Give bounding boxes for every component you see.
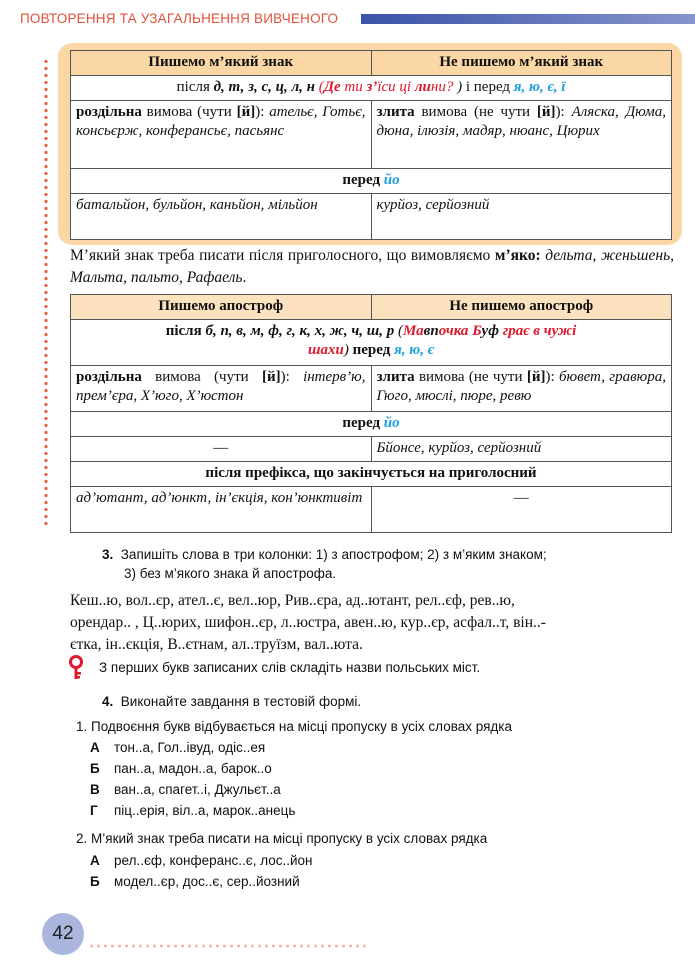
option-d: Г піц..ерія, віл..а, марок..анець <box>90 803 296 818</box>
apostrophe-separate-cell: роздільна вимова (чути [й]): інтерв’ю, прем’єра, Х’юго, Х’юстон <box>71 366 372 412</box>
col-header-write-soft-sign: Пишемо м’який знак <box>71 51 372 76</box>
yo-examples-right: курйоз, серйозний <box>371 194 672 240</box>
col-header-no-apostrophe: Не пишемо апостроф <box>371 295 672 320</box>
soft-sign-table <box>70 50 672 240</box>
page-number: 42 <box>42 913 84 955</box>
exercise3-words <box>70 590 674 656</box>
apostrophe-before-yo-row: перед йо <box>71 412 672 437</box>
soft-sign-rule-paragraph: М’який знак треба писати після приголосного, що вимовляємо м’яко: дельта, женьшень, Мальта, пальто, Рафаель. <box>70 247 675 286</box>
option-a: А рел..єф, конферанс..є, лос..йон <box>90 853 313 868</box>
option-a: А тон..а, Гол..івуд, одіс..ея <box>90 740 266 755</box>
before-yo-row: перед йо <box>71 169 672 194</box>
option-c: В ван..а, спагет..і, Джульєт..а <box>90 782 281 797</box>
exercise3-hint: З перших букв записаних слів складіть назви польських міст. <box>99 660 481 675</box>
question-2-options <box>90 851 313 893</box>
apostrophe-table <box>70 294 672 533</box>
exercise3-instruction: 3. Запишіть слова в три колонки: 1) з апострофом; 2) з м’яким знаком; <box>102 547 547 562</box>
option-b: Б модел..єр, дос..є, сер..йозний <box>90 874 300 889</box>
after-prefix-row: після префікса, що закінчується на приголосний <box>71 462 672 487</box>
question-1: 1. Подвоєння букв відбувається на місці пропуску в усіх словах рядка <box>76 719 512 734</box>
question-1-options <box>90 738 295 822</box>
apostrophe-merged-cell: злита вимова (не чути [й]): бювет, гравюра, Гюго, мюслі, пюре, ревю <box>371 366 672 412</box>
col-header-no-soft-sign: Не пишемо м’який знак <box>371 51 672 76</box>
header-bar <box>361 14 695 24</box>
yo-left-dash: — <box>71 437 372 462</box>
words-line-1: Кеш..ю, вол..єр, ател..є, вел..юр, Рив..єра, ад..ютант, рел..єф, рев..ю, <box>70 592 515 609</box>
margin-dots <box>44 58 48 528</box>
exercise3-instruction-line2: 3) без м’якого знака й апострофа. <box>124 566 337 581</box>
yo-right-examples: Бйонсе, курйоз, серйозний <box>371 437 672 462</box>
key-icon <box>68 655 84 681</box>
yo-examples-left: батальйон, бульйон, каньйон, мільйон <box>71 194 372 240</box>
separate-pronunciation-cell: роздільна вимова (чути [й]): ательє, Готьє, консьєрж, конферансьє, пасьянс <box>71 101 372 169</box>
prefix-examples-right-dash: — <box>371 487 672 533</box>
prefix-examples-left: ад’ютант, ад’юнкт, ін’єкція, кон’юнктивіт <box>71 487 372 533</box>
col-header-write-apostrophe: Пишемо апостроф <box>71 295 372 320</box>
exercise4-instruction: 4. Виконайте завдання в тестовій формі. <box>102 694 362 709</box>
words-line-2: орендар.. , Ц..юрих, шифон..єр, л..юстра, авен..ю, кур..єр, асфал..т, він..- <box>70 614 546 631</box>
words-line-3: єтка, ін..єкція, В..єтнам, ал..труїзм, вал..юта. <box>70 636 363 653</box>
question-2: 2. М’який знак треба писати на місці пропуску в усіх словах рядка <box>76 831 488 846</box>
after-labials-row: після б, п, в, м, ф, г, к, х, ж, ч, ш, р (Мавпочка Буф грає в чужі шахи) перед я, ю, є <box>71 320 672 366</box>
after-consonants-row: після д, т, з, с, ц, л, н (Де ти з’їси ці лини? ) і перед я, ю, є, ї <box>71 76 672 101</box>
footer-dots <box>88 944 368 948</box>
option-b: Б пан..а, мадон..а, барок..о <box>90 761 272 776</box>
merged-pronunciation-cell: злита вимова (не чути [й]): Аляска, Дюма, дюна, ілюзія, мадяр, нюанс, Цюрих <box>371 101 672 169</box>
section-title: ПОВТОРЕННЯ ТА УЗАГАЛЬНЕННЯ ВИВЧЕНОГО <box>20 11 339 26</box>
